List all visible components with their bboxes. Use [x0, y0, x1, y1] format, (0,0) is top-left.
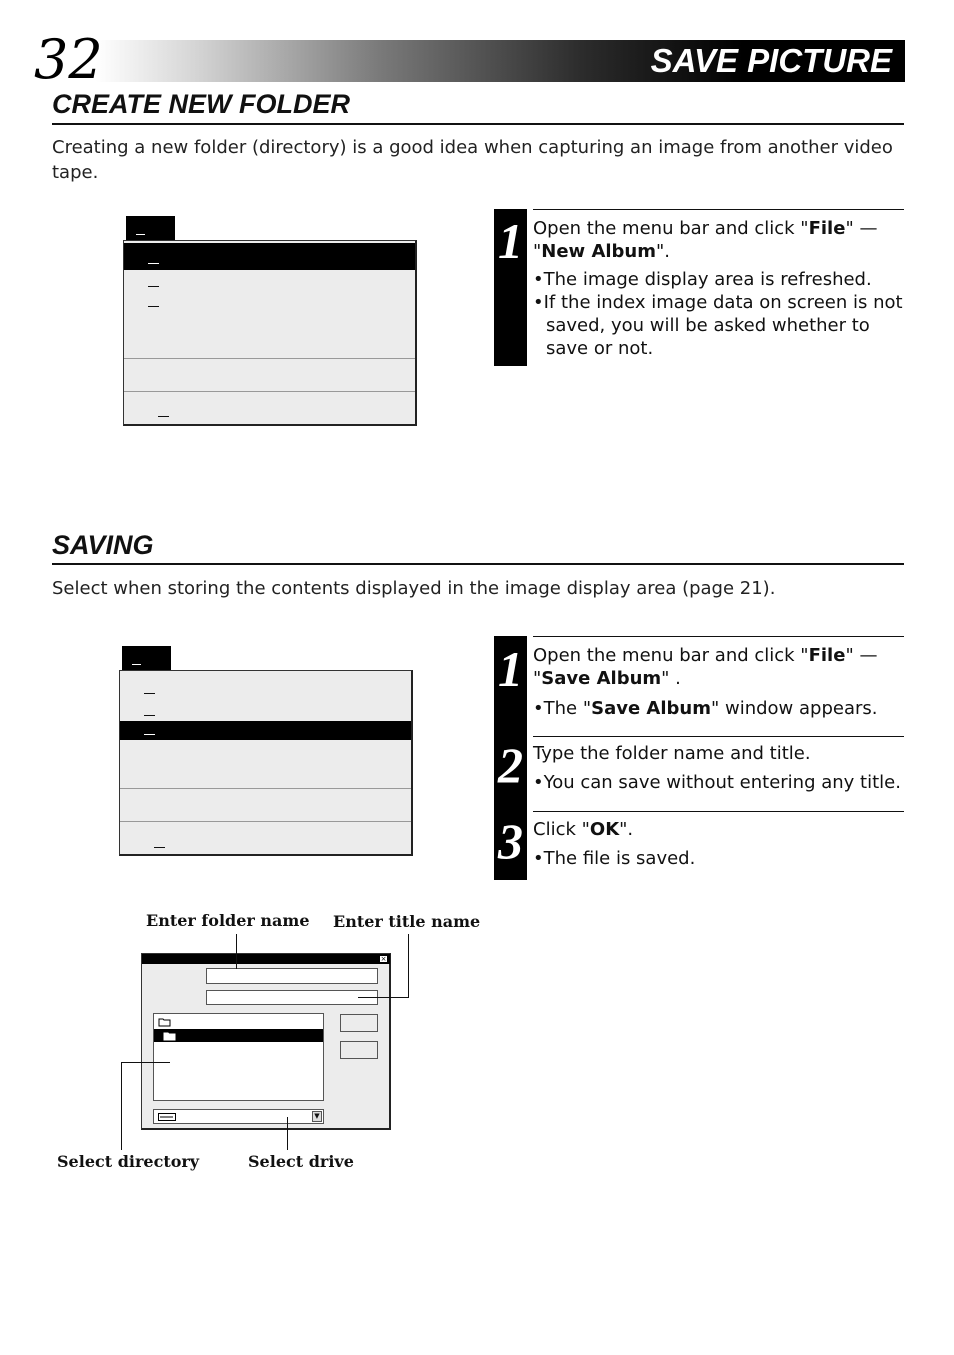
callout-folder-name: Enter folder name: [146, 911, 310, 930]
menu-item-open-album[interactable]: [124, 272, 415, 294]
step-line: Click "OK".: [533, 819, 634, 840]
chevron-down-icon[interactable]: ▼: [312, 1111, 322, 1122]
callout-line: [358, 997, 409, 998]
create-folder-intro: Creating a new folder (directory) is a good idea when capturing an image from another video tape.: [52, 137, 893, 183]
callout-line: [121, 1062, 170, 1063]
section-rule: [52, 563, 904, 565]
cancel-button[interactable]: [340, 1041, 378, 1059]
step-line: Type the folder name and title.: [533, 743, 811, 764]
callout-drive: Select drive: [248, 1152, 354, 1171]
menu-item-open-album[interactable]: [120, 701, 411, 723]
step-bullet: •The "Save Album" window appears.: [533, 698, 878, 719]
step-number: 1: [494, 209, 527, 366]
file-menu-tab[interactable]: [122, 646, 171, 671]
menu-item-new-album[interactable]: [124, 243, 415, 270]
save-album-dialog: [141, 953, 391, 1130]
folder-open-icon: [163, 1031, 177, 1041]
step-line: "Save Album" .: [533, 668, 681, 689]
file-menu-dropdown: [119, 670, 413, 856]
dialog-title-bar: [142, 954, 390, 964]
section-rule: [52, 123, 904, 125]
step-number: 1: [498, 641, 523, 697]
step-3-text: [533, 818, 905, 870]
drive-icon: [158, 1113, 176, 1121]
menu-item-exit[interactable]: [124, 393, 415, 423]
step-1-text: [533, 644, 905, 720]
page-number: 32: [34, 28, 103, 91]
callout-line: [236, 934, 237, 969]
step-line: Open the menu bar and click "File" —: [533, 218, 878, 239]
callout-line: [408, 934, 409, 998]
directory-list[interactable]: [153, 1013, 324, 1101]
menu-separator: [120, 821, 411, 822]
step-bullet: •The file is saved.: [533, 848, 696, 869]
step-line: "New Album".: [533, 241, 671, 262]
step-number: 2: [498, 737, 523, 793]
saving-intro: Select when storing the contents displayed in the image display area (page 21).: [52, 578, 776, 599]
step-2-text: [533, 742, 905, 794]
menu-separator: [120, 788, 411, 789]
file-menu-dropdown: [123, 240, 417, 426]
menu-item-new-album[interactable]: [120, 679, 411, 701]
step-line: Open the menu bar and click "File" —: [533, 645, 878, 666]
folder-open-icon: [158, 1017, 172, 1027]
step-rule: [533, 736, 904, 737]
section-title-saving: SAVING: [52, 530, 154, 560]
callout-title-name: Enter title name: [333, 912, 481, 931]
callout-line: [287, 1117, 288, 1150]
step-rule: [533, 209, 904, 210]
drive-select[interactable]: [153, 1109, 324, 1124]
section-title-create-folder: CREATE NEW FOLDER: [52, 89, 350, 119]
directory-selected-row[interactable]: [154, 1029, 323, 1042]
close-icon[interactable]: ×: [380, 955, 387, 963]
callout-line: [121, 1062, 122, 1150]
menu-item-save-album[interactable]: [124, 294, 415, 316]
title-name-input[interactable]: [206, 990, 378, 1005]
folder-name-input[interactable]: [206, 968, 378, 984]
step-rule: [533, 636, 904, 637]
step-rule: [533, 811, 904, 812]
callout-directory: Select directory: [57, 1152, 200, 1171]
file-menu-tab[interactable]: [126, 216, 175, 241]
step-1-text: [533, 217, 905, 360]
step-bullet: •You can save without entering any title.: [533, 772, 901, 793]
step-bullet: •The image display area is refreshed.: [533, 269, 872, 290]
step-number-column: [494, 636, 527, 880]
page-title: SAVE PICTURE: [650, 42, 892, 79]
step-bullet: •If the index image data on screen is not saved, you will be asked whether to save or not.: [533, 292, 903, 359]
menu-separator: [124, 358, 415, 359]
menu-item-save-album[interactable]: [120, 721, 411, 740]
step-number: 3: [498, 813, 523, 869]
ok-button[interactable]: [340, 1014, 378, 1032]
menu-item-exit[interactable]: [120, 823, 411, 853]
menu-separator: [124, 391, 415, 392]
